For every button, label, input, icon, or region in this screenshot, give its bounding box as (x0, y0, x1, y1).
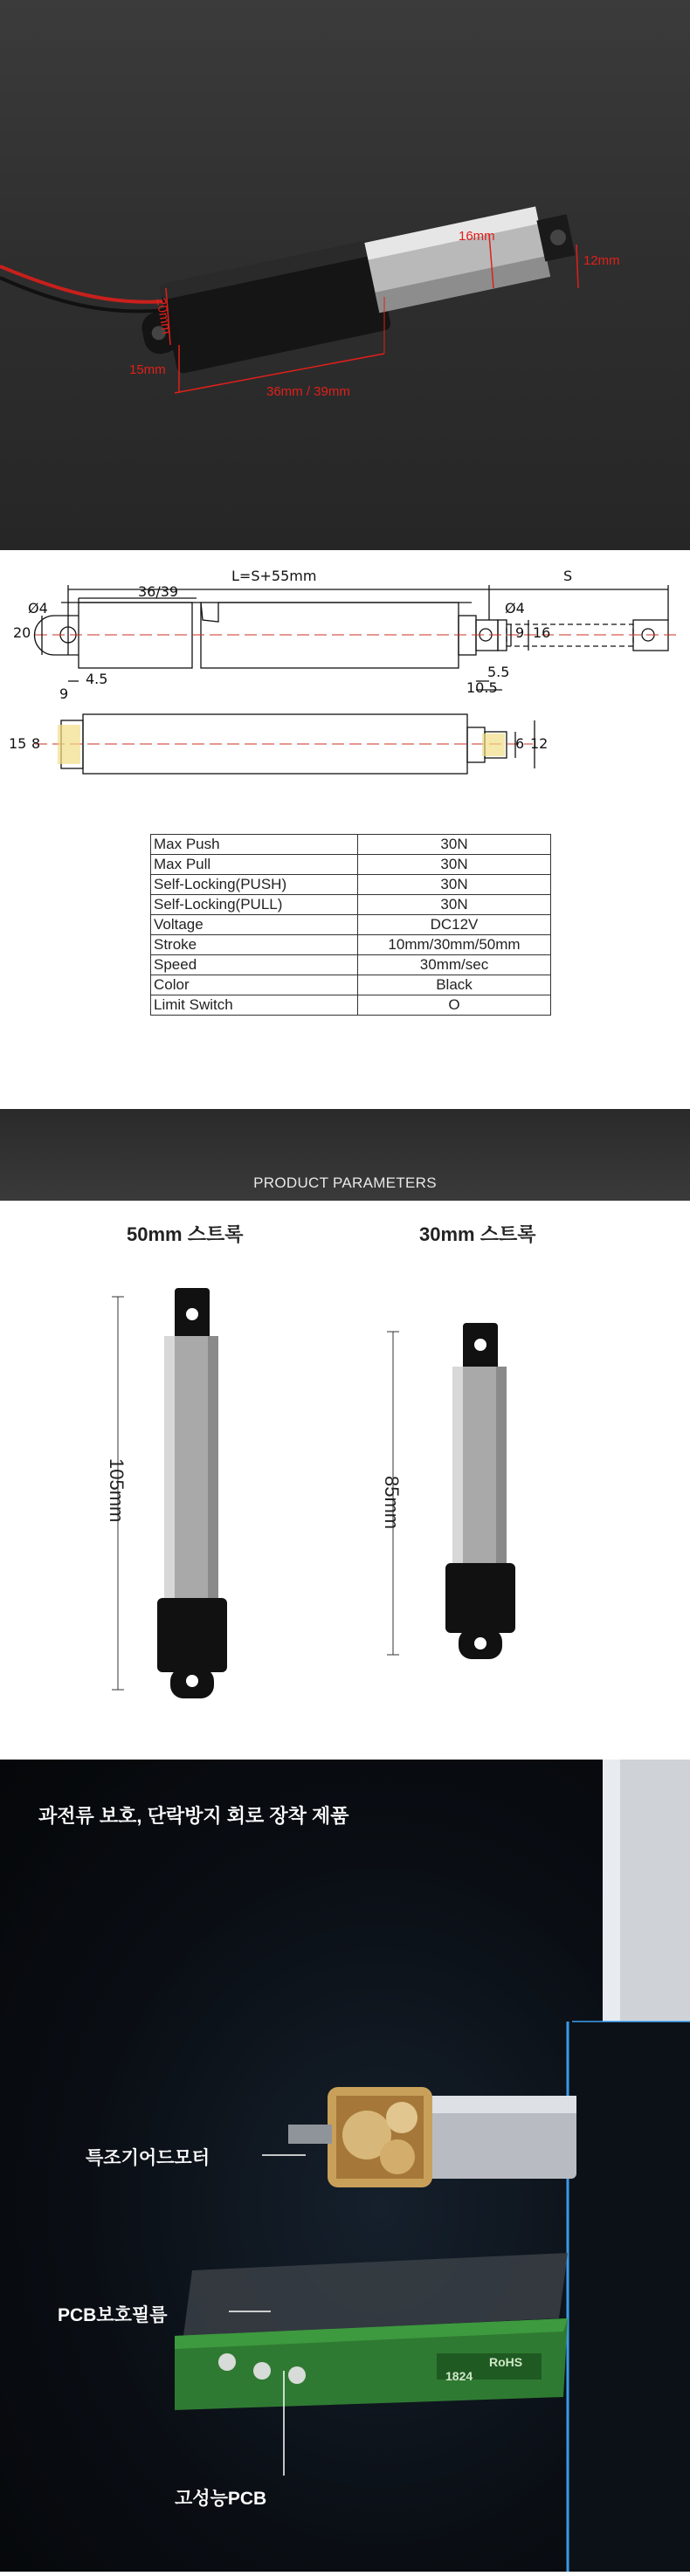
callout-pcb: 고성능PCB (175, 2489, 267, 2509)
dim-motor-height: 20mm (153, 297, 175, 336)
spec-row (151, 935, 551, 955)
drawing-h16: 16 (533, 624, 551, 641)
parameters-band (0, 1109, 690, 1201)
spec-value: O (358, 995, 551, 1016)
spec-key: Max Pull (151, 855, 358, 875)
spec-key: Limit Switch (151, 995, 358, 1016)
drawing-side-15: 15 (9, 735, 27, 752)
dim-rod-height: 12mm (583, 253, 620, 268)
drawing-dim-9: 9 (59, 685, 69, 702)
left-stroke-title: 50mm 스트록 (127, 1223, 244, 1245)
drawing-stroke: S (563, 568, 573, 584)
stroke-actuators (0, 1201, 690, 1760)
drawing-hole-left: Ø4 (28, 600, 48, 616)
spec-value: DC12V (358, 915, 551, 935)
stroke-comparison-section (0, 1201, 690, 1760)
spec-row (151, 895, 551, 915)
spec-value: 30N (358, 875, 551, 895)
drawing-hole-right: Ø4 (505, 600, 525, 616)
dim-width: 16mm (459, 229, 495, 244)
drawing-dim-10-5: 10.5 (466, 679, 498, 696)
spec-row (151, 995, 551, 1016)
spec-row (151, 855, 551, 875)
dim-body-length: 36mm / 39mm (266, 384, 350, 399)
spec-row (151, 835, 551, 855)
actuator-photo (0, 0, 690, 550)
drawing-body-length: 36/39 (138, 583, 179, 600)
technical-drawing-section (0, 550, 690, 1109)
right-length-label: 85mm (381, 1476, 403, 1530)
spec-value: 30N (358, 835, 551, 855)
spec-key: Stroke (151, 935, 358, 955)
drawing-dim-4-5: 4.5 (86, 671, 108, 687)
drawing-h9: 9 (515, 624, 525, 641)
spec-row (151, 975, 551, 995)
right-stroke-title: 30mm 스트록 (419, 1223, 536, 1245)
dim-bottom: 15mm (129, 362, 166, 377)
spec-value: 30N (358, 855, 551, 875)
spec-value: 30N (358, 895, 551, 915)
drawing-dim-5-5: 5.5 (487, 664, 510, 680)
spec-row (151, 955, 551, 975)
spec-table (150, 834, 551, 1016)
spec-value: 10mm/30mm/50mm (358, 935, 551, 955)
spec-key: Color (151, 975, 358, 995)
drawing-height-left: 20 (13, 624, 31, 641)
spec-row (151, 915, 551, 935)
callout-gear-motor: 특조기어드모터 (86, 2148, 210, 2168)
spec-value: 30mm/sec (358, 955, 551, 975)
spec-key: Self-Locking(PUSH) (151, 875, 358, 895)
hero-section (0, 0, 690, 550)
pcb-print-rohs: RoHS (489, 2355, 523, 2369)
spec-value: Black (358, 975, 551, 995)
spec-key: Voltage (151, 915, 358, 935)
spec-key: Self-Locking(PULL) (151, 895, 358, 915)
parameters-title: PRODUCT PARAMETERS (253, 1174, 437, 1191)
technical-drawing (0, 550, 690, 1109)
drawing-side-6: 6 (515, 735, 525, 752)
callout-protective-film: PCB보호필름 (58, 2305, 168, 2325)
spec-key: Max Push (151, 835, 358, 855)
drawing-side-12: 12 (530, 735, 549, 752)
drawing-side-8: 8 (31, 735, 41, 752)
drawing-total-length: L=S+55mm (231, 568, 317, 584)
pcb-title: 과전류 보호, 단락방지 회로 장착 제품 (38, 1805, 349, 1827)
pcb-section (0, 1760, 690, 2572)
pcb-print-number: 1824 (445, 2369, 473, 2383)
spec-key: Speed (151, 955, 358, 975)
left-length-label: 105mm (106, 1458, 128, 1523)
spec-row (151, 875, 551, 895)
